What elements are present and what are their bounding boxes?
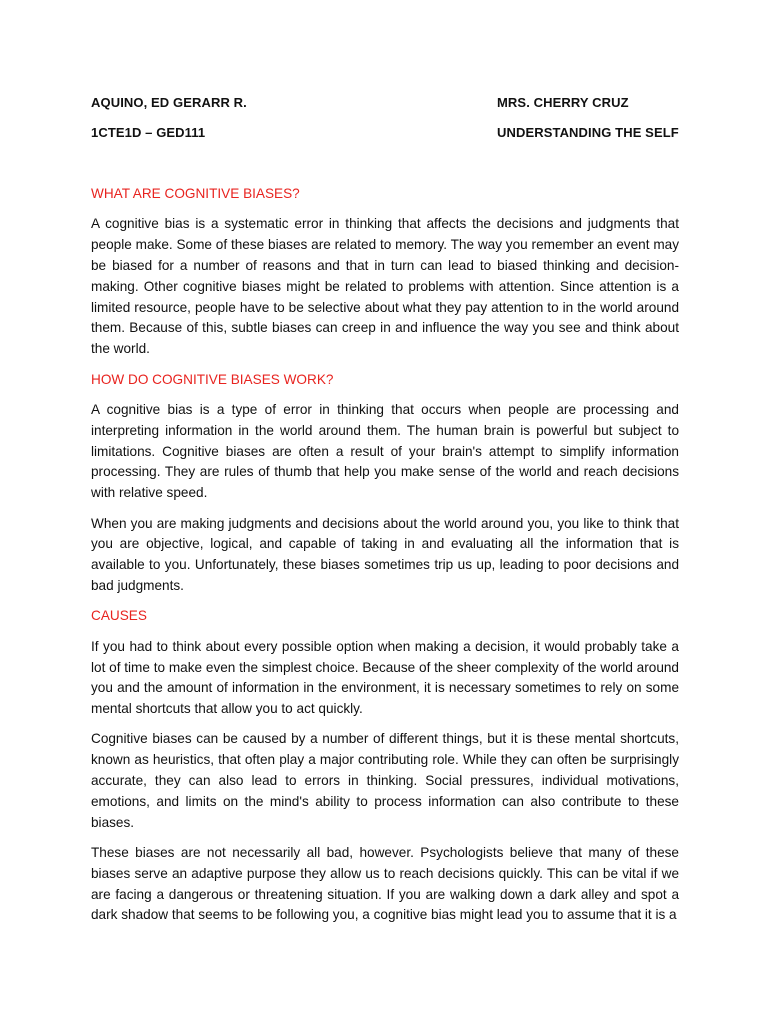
heading-how-do-cognitive-biases-work: HOW DO COGNITIVE BIASES WORK? <box>91 371 334 387</box>
subject-title: UNDERSTANDING THE SELF <box>497 125 679 140</box>
teacher-name: MRS. CHERRY CRUZ <box>497 95 629 110</box>
paragraph-what-1: A cognitive bias is a systematic error in thinking that affects the decisions and judgments that people make. Some of these biases are related to memory. The way you remember an event may be biased for a number of reasons and that in turn can lead to biased thinking and decision-making. Other cognitive biases might be related to problems with attention. Since attention is a limited resource, people have to be selective about what they pay attention to in the world around them. Because of this, subtle biases can creep in and influence the way you see and think about the world. <box>91 216 679 357</box>
heading-causes: CAUSES <box>91 608 147 624</box>
paragraph-how-2: When you are making judgments and decisions about the world around you, you like to think that you are objective, logical, and capable of taking in and evaluating all the information that is available to you. Unfortunately, these biases sometimes trip us up, leading to poor decisions and bad judgments. <box>91 515 679 593</box>
paragraph-causes-3: These biases are not necessarily all bad, however. Psychologists believe that many of these biases serve an adaptive purpose they allow us to reach decisions quickly. This can be vital if we are facing a dangerous or threatening situation. If you are walking down a dark alley and spot a dark shadow that seems to be following you, a cognitive bias might lead you to assume that it is a <box>91 845 679 923</box>
document-body <box>91 184 679 936</box>
section-course: 1CTE1D – GED111 <box>91 125 206 140</box>
paragraph-how-1: A cognitive bias is a type of error in thinking that occurs when people are processing and interpreting information in the world around them. The human brain is powerful but subject to limitations. Cognitive biases are often a result of your brain's attempt to simplify information processing. They are rules of thumb that help you make sense of the world and reach decisions with relative speed. <box>91 401 679 501</box>
student-name: AQUINO, ED GERARR R. <box>91 95 247 110</box>
paragraph-causes-2: Cognitive biases can be caused by a number of different things, but it is these mental shortcuts, known as heuristics, that often play a major contributing role. While they can often be surprisingly accurate, they can also lead to errors in thinking. Social pressures, individual motivations, emotions, and limits on the mind's ability to process information can also contribute to these biases. <box>91 731 679 830</box>
heading-what-are-cognitive-biases: WHAT ARE COGNITIVE BIASES? <box>91 186 300 201</box>
paragraph-causes-1: If you had to think about every possible option when making a decision, it would probably take a lot of time to make even the simplest choice. Because of the sheer complexity of the world around you and the amount of information in the environment, it is necessary sometimes to rely on some mental shortcuts that allow you to act quickly. <box>91 638 679 717</box>
